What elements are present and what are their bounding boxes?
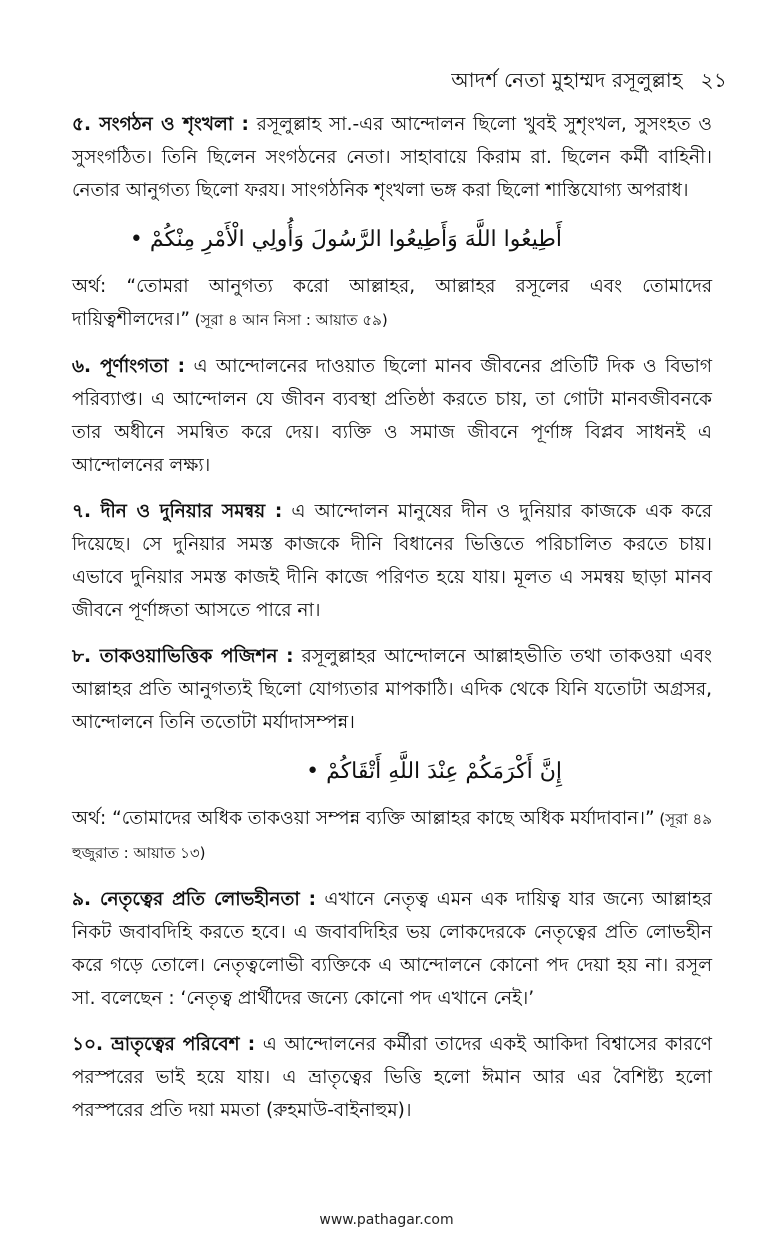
section-heading: ১০. ভ্রাতৃত্বের পরিবেশ :	[72, 1034, 256, 1055]
page-number: ২১	[700, 68, 727, 92]
section-body: এ আন্দোলন মানুষের দীন ও দুনিয়ার কাজকে এক করে দিয়েছে। সে দুনিয়ার সমস্ত কাজকে দীনি বিধানের ভিত্তিতে পরিচালিত করতে চায়। এভাবে দুনিয়ার সমস্ত কাজই দীনি কাজে পরিণত হয়ে যায়। মূলত এ সমন্বয় ছাড়া মানব জীবনে পূর্ণাঙ্গতা আসতে পারে না।	[72, 501, 712, 621]
meaning-text: অর্থ: “তোমাদের অধিক তাকওয়া সম্পন্ন ব্যক্তি আল্লাহর কাছে অধিক মর্যাদাবান।”	[72, 808, 655, 829]
arabic-verse: أَطِيعُوا اللَّهَ وَأَطِيعُوا الرَّسُولَ وَأُولِي الْأَمْرِ مِنْكُمْ •	[129, 227, 562, 252]
verse-reference: (সূরা ৪ আন নিসা : আয়াত ৫৯)	[190, 311, 388, 329]
section-heading: ৬. পূর্ণাংগতা :	[72, 356, 185, 377]
section-organization	[72, 108, 712, 207]
section-heading: ৭. দীন ও দুনিয়ার সমন্বয় :	[72, 501, 283, 522]
section-brotherhood	[72, 1028, 712, 1127]
section-heading: ৮. তাকওয়াভিত্তিক পজিশন :	[72, 646, 294, 667]
section-body: এ আন্দোলনের কর্মীরা তাদের একই আকিদা বিশ্বাসের কারণে পরস্পরের ভাই হয়ে যায়। এ ভ্রাতৃত্বের ভিত্তি হলো ঈমান আর এর বৈশিষ্ট্য হলো পরস্পরের প্রতি দয়া মমতা (রুহমাউ-বাইনাহুম)।	[72, 1034, 712, 1121]
section-din-dunya	[72, 495, 712, 627]
arabic-verse: إِنَّ أَكْرَمَكُمْ عِنْدَ اللَّهِ أَتْقَاكُمْ •	[306, 759, 562, 784]
page-content	[72, 108, 712, 1140]
section-body: রসূলুল্লাহ সা.-এর আন্দোলন ছিলো খুবই সুশৃংখল, সুসংহত ও সুসংগঠিত। তিনি ছিলেন সংগঠনের নেতা। সাহাবায়ে কিরাম রা. ছিলেন কর্মী বাহিনী। নেতার আনুগত্য ছিলো ফরয। সাংগঠনিক শৃংখলা ভঙ্গ করা ছিলো শাস্তিযোগ্য অপরাধ।	[72, 114, 712, 201]
section-leadership	[72, 883, 712, 1015]
section-heading: ৯. নেতৃত্বের প্রতি লোভহীনতা :	[72, 889, 317, 910]
running-title: আদর্শ নেতা মুহাম্মদ রসূলুল্লাহ	[451, 68, 683, 92]
verse-reference: (সূরা ৪৯ হুজুরাত : আয়াত ১৩)	[72, 810, 712, 862]
verse-meaning	[72, 802, 712, 870]
section-heading: ৫. সংগঠন ও শৃংখলা :	[72, 114, 249, 135]
section-body: এ আন্দোলনের দাওয়াত ছিলো মানব জীবনের প্রতিটি দিক ও বিভাগ পরিব্যাপ্ত। এ আন্দোলন যে জীবন ব্যবস্থা প্রতিষ্ঠা করতে চায়, তা গোটা মানবজীবনকে তার অধীনে সমন্বিত করে দেয়। ব্যক্তি ও সমাজ জীবনে পূর্ণাঙ্গ বিপ্লব সাধনই এ আন্দোলনের লক্ষ্য।	[72, 356, 712, 476]
footer-url: www.pathagar.com	[319, 1212, 454, 1228]
section-body: রসূলুল্লাহর আন্দোলনে আল্লাহভীতি তথা তাকওয়া এবং আল্লাহর প্রতি আনুগত্যই ছিলো যোগ্যতার মাপকাঠি। এদিক থেকে যিনি যতোটা অগ্রসর, আন্দোলনে তিনি ততোটা মর্যাদাসম্পন্ন।	[72, 646, 712, 733]
meaning-text: অর্থ: “তোমরা আনুগত্য করো আল্লাহর, আল্লাহর রসূলের এবং তোমাদের দায়িত্বশীলদের।”	[72, 276, 712, 330]
verse-meaning	[72, 270, 712, 337]
section-taqwa	[72, 640, 712, 739]
section-body: এখানে নেতৃত্ব এমন এক দায়িত্ব যার জন্যে আল্লাহর নিকট জবাবদিহি করতে হবে। এ জবাবদিহির ভয় লোকদেরকে নেতৃত্বের প্রতি লোভহীন করে গড়ে তোলে। নেতৃত্বলোভী ব্যক্তিকে এ আন্দোলনে কোনো পদ দেয়া হয় না। রসূল সা. বলেছেন : ‘নেতৃত্ব প্রার্থীদের জন্যে কোনো পদ এখানে নেই।’	[72, 889, 712, 1009]
page-header	[451, 66, 727, 99]
section-completeness	[72, 350, 712, 482]
